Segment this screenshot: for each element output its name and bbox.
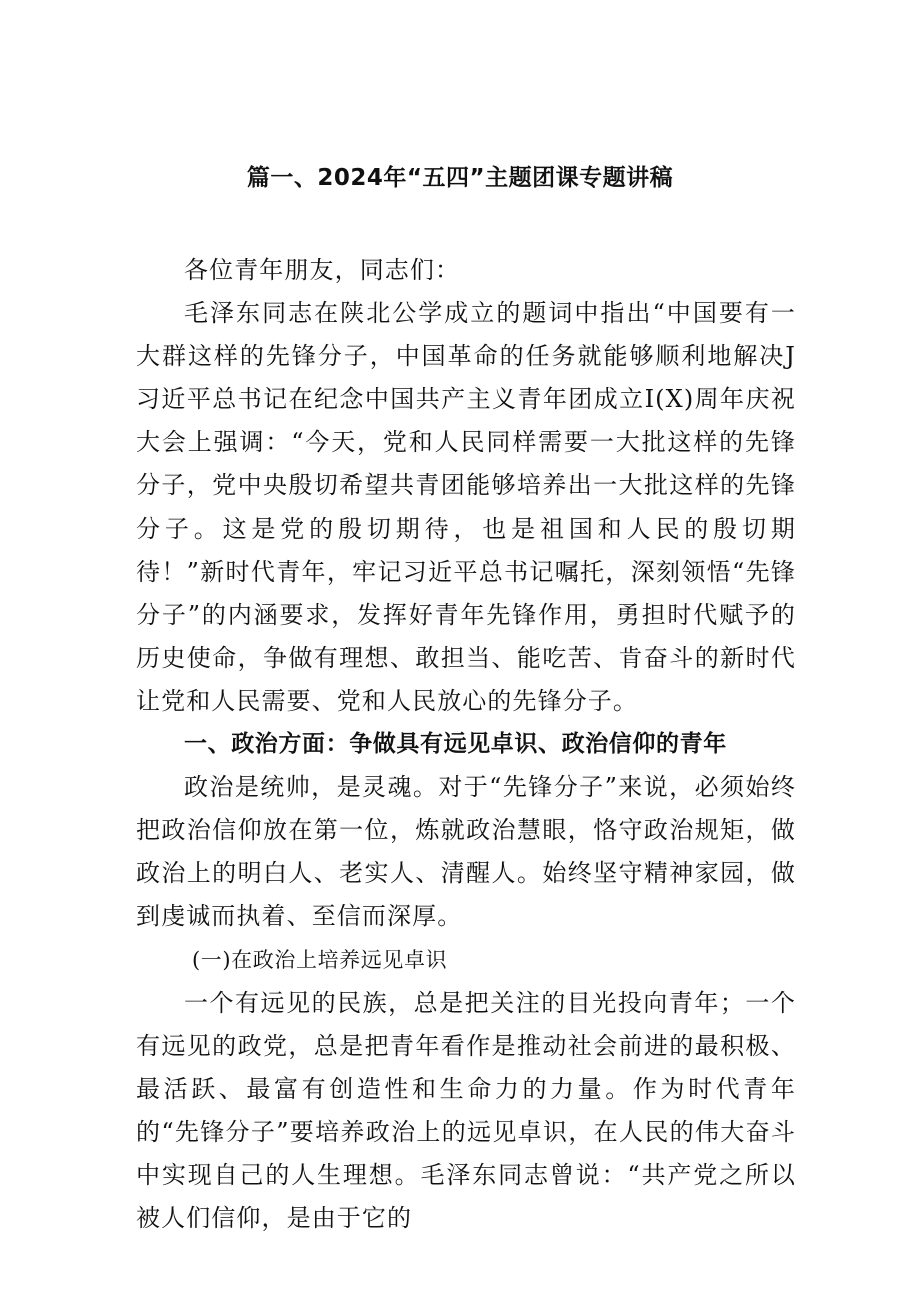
subsection-heading-vision: (一)在政治上培养远见卓识 [192, 947, 448, 972]
section-heading-politics: 一、政治方面：争做具有远见卓识、政治信仰的青年 [184, 731, 727, 758]
intro-paragraph: 毛泽东同志在陕北公学成立的题词中指出“中国要有一大群这样的先锋分子，中国革命的任务就能够顺利地解决J习近平总书记在纪念中国共产主义青年团成立I(X)周年庆祝大会上强调：“今天，党和人民同样需要一大批这样的先锋分子，党中央殷切希望共青团能够培养出一大批这样的先锋分子。这是党的殷切期待，也是祖国和人民的殷切期待！”新时代青年，牢记习近平总书记嘱托，深刻领悟“先锋分子”的内涵要求，发挥好青年先锋作用，勇担时代赋予的历史使命，争做有理想、敢担当、能吃苦、肯奋斗的新时代让党和人民需要、党和人民放心的先锋分子。 [136, 299, 796, 715]
document-title: 篇一、2024年“五四”主题团课专题讲稿 [246, 165, 674, 191]
salutation: 各位青年朋友，同志们： [184, 256, 461, 284]
section-paragraph-politics: 政治是统帅，是灵魂。对于“先锋分子”来说，必须始终把政治信仰放在第一位，炼就政治慧眼，恪守政治规矩，做政治上的明白人、老实人、清醒人。始终坚守精神家园，做到虔诚而执着、至信而深厚。 [136, 773, 796, 931]
document-body [136, 249, 796, 1240]
subsection-paragraph-vision: 一个有远见的民族，总是把关注的目光投向青年；一个有远见的政党，总是把青年看作是推动社会前进的最积极、最活跃、最富有创造性和生命力的力量。作为时代青年的“先锋分子”要培养政治上的远见卓识，在人民的伟大奋斗中实现自己的人生理想。毛泽东同志曾说：“共产党之所以被人们信仰，是由于它的 [136, 988, 796, 1233]
